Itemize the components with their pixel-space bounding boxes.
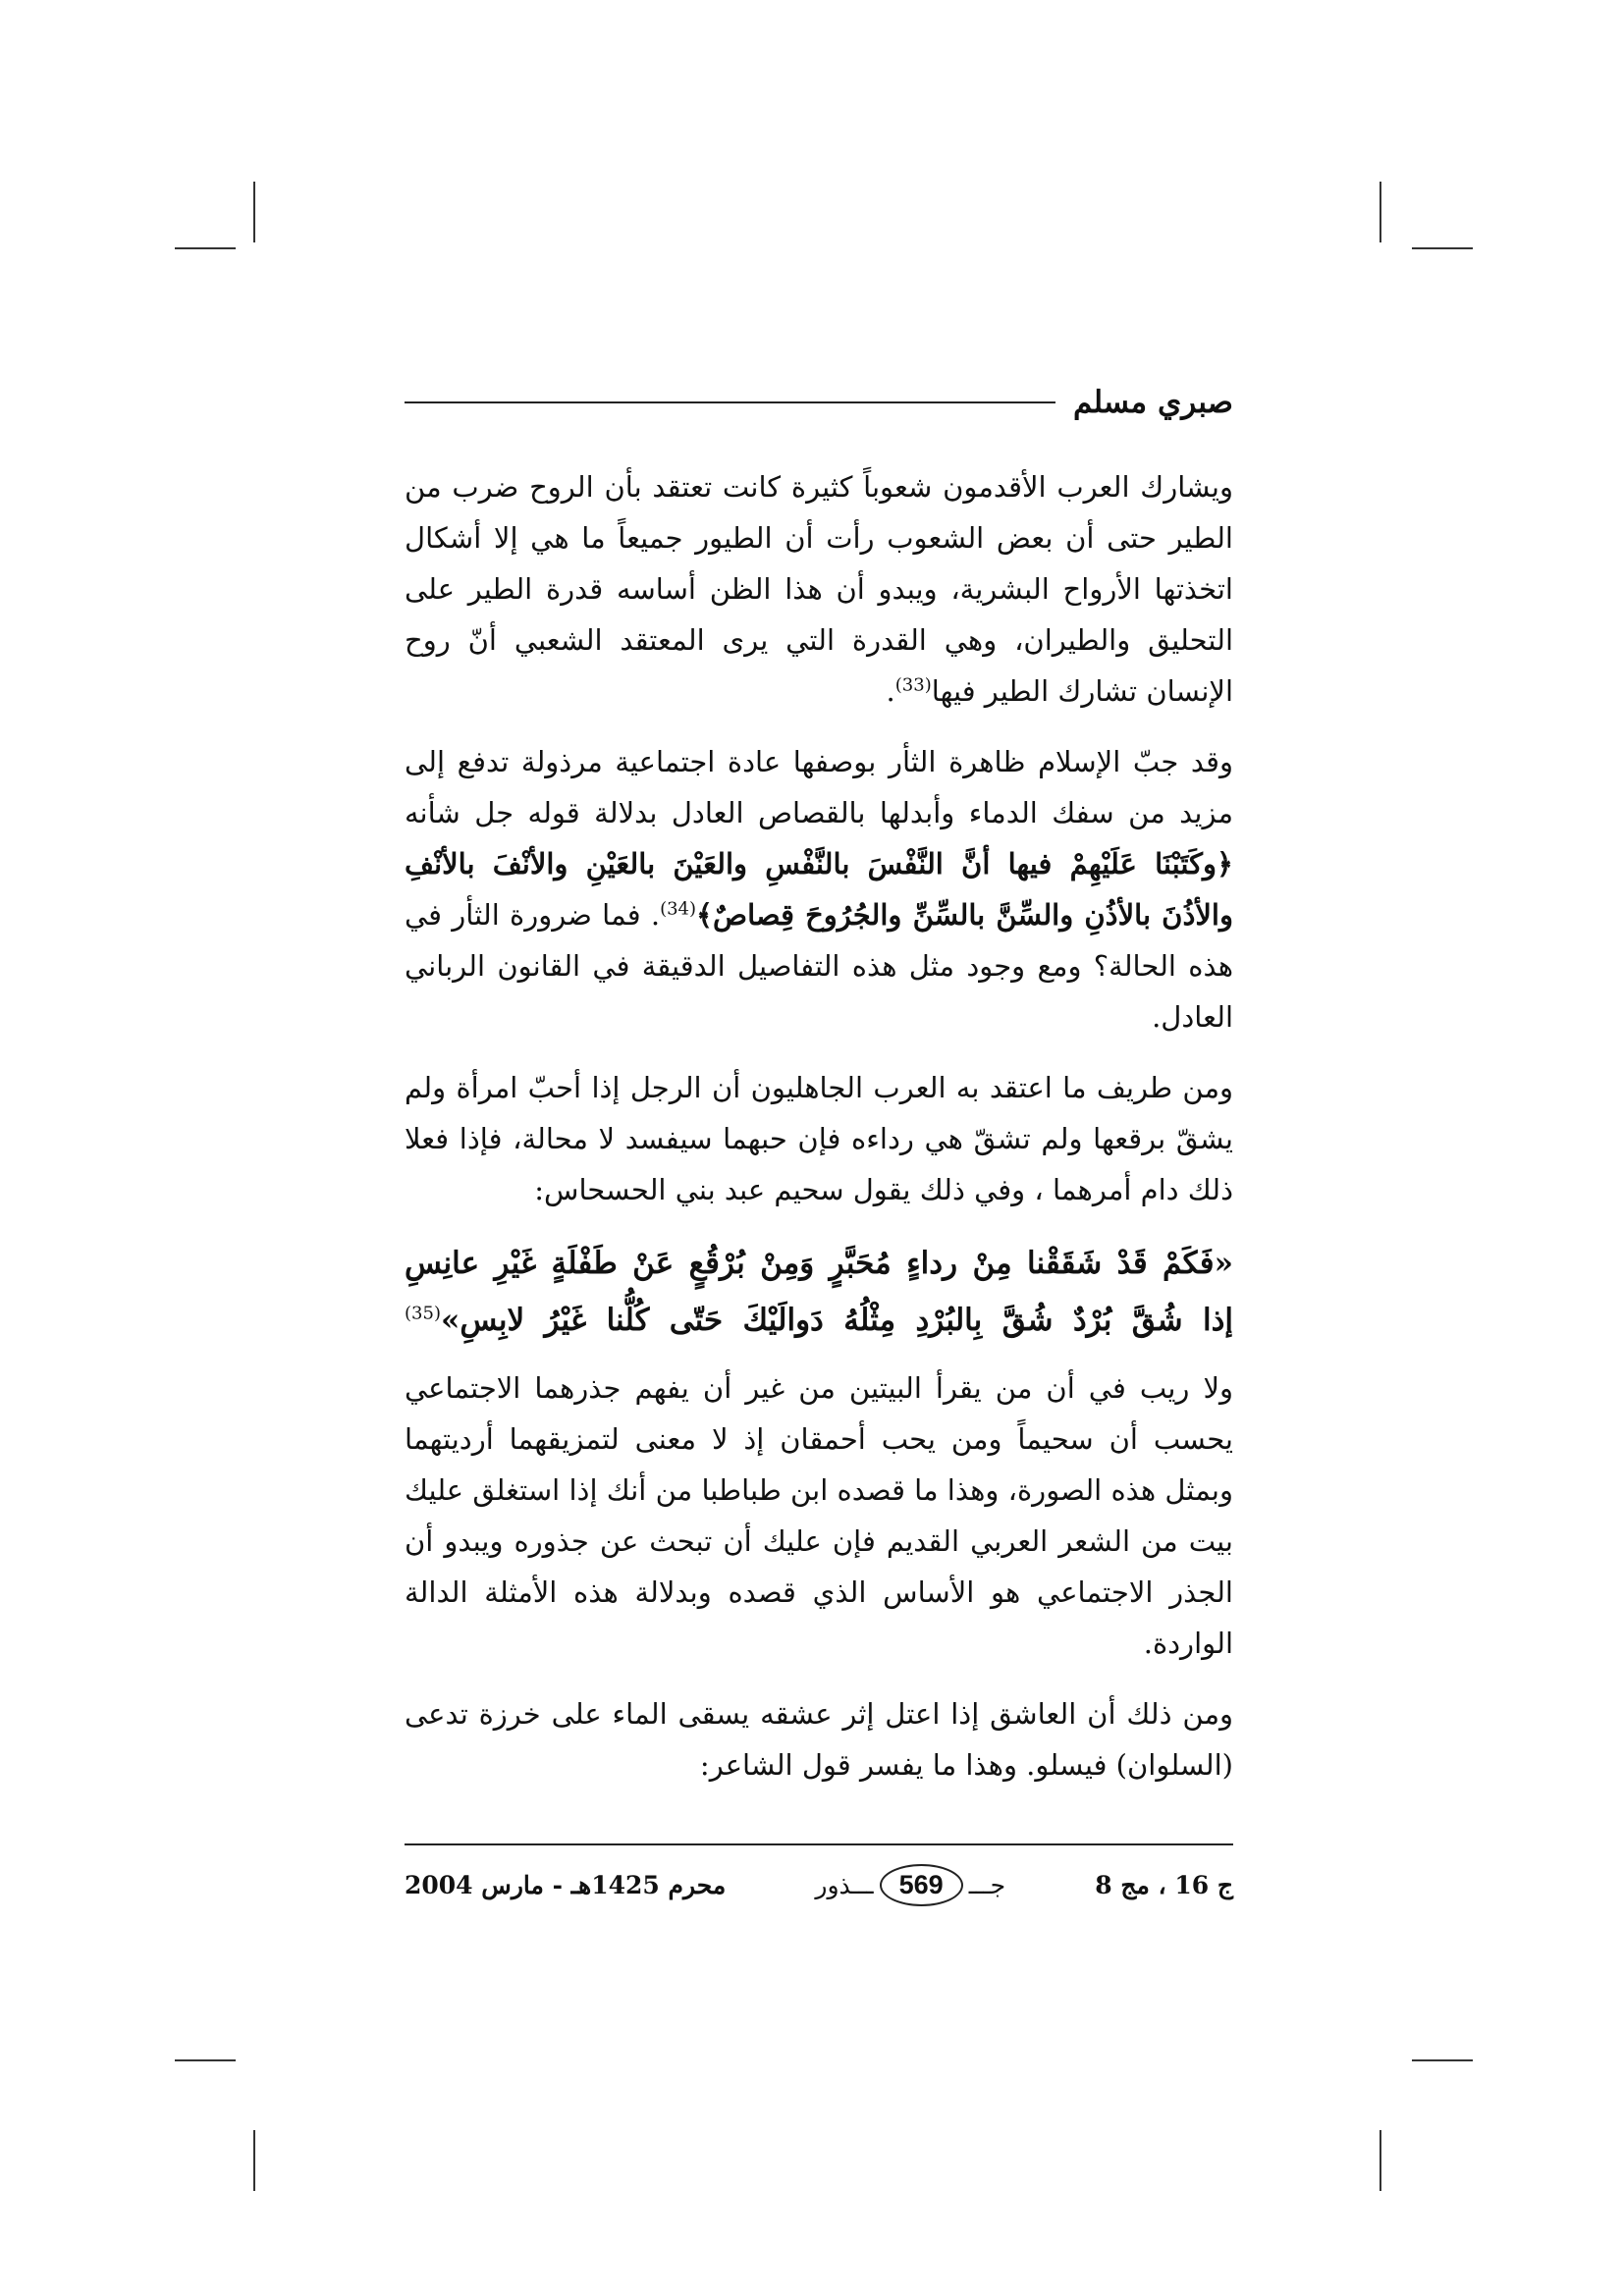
crop-mark: [1380, 2130, 1381, 2191]
crop-mark: [253, 182, 255, 242]
issue-volume: ج 16 ، مج 8: [1095, 1870, 1233, 1899]
journal-logo: [815, 1864, 1005, 1906]
footer-rule: [405, 1843, 1233, 1845]
journal-name-left: جـــ: [968, 1870, 1006, 1899]
crop-mark: [175, 247, 236, 249]
footnote-ref: (34): [660, 898, 697, 920]
paragraph: ومن طريف ما اعتقد به العرب الجاهليون أن الرجل إذا أحبّ امرأة ولم يشقّ برقعها ولم تشقّ هي رداءه فإن حبهما سيفسد لا محالة، فإذا فعلا ذلك دام أمرهما ، وفي ذلك يقول سحيم عبد بني الحسحاس:: [405, 1071, 1233, 1206]
crop-mark: [1380, 182, 1381, 242]
crop-mark: [1412, 2059, 1473, 2061]
crop-mark: [1412, 247, 1473, 249]
paragraph: ومن ذلك أن العاشق إذا اعتل إثر عشقه يسقى الماء على خرزة تدعى (السلوان) فيسلو. وهذا ما يفسر قول الشاعر:: [405, 1697, 1233, 1782]
poem-line: «فَكَمْ قَدْ شَقَقْنا مِنْ رداءٍ مُحَبَّرٍ وَمِنْ بُرْقُعٍ عَنْ طَفْلَةٍ غَيْرِ عانِسِ: [405, 1246, 1233, 1281]
paragraph: ولا ريب في أن من يقرأ البيتين من غير أن يفهم جذرهما الاجتماعي يحسب أن سحيماً ومن يحب أحمقان إذ لا معنى لتمزيقهما أرديتهما وبمثل هذه الصورة، وهذا ما قصده ابن طباطبا من أنك إذا استغلق عليك بيت من الشعر العربي القديم فإن عليك أن تبحث عن جذوره ويبدو أن الجذر الاجتماعي هو الأساس الذي قصده وبدلالة هذه الأمثلة الدالة الواردة.: [405, 1371, 1233, 1660]
poem-line: إذا شُقَّ بُرْدٌ شُقَّ بِالبُرْدِ مِثْلُهُ دَوالَيْكَ حَتّى كُلُّنا غَيْرُ لابِسِ»$^{(35)}$: [405, 1303, 1233, 1338]
crop-mark: [175, 2059, 236, 2061]
header-rule: [405, 401, 1055, 403]
page-body: [405, 461, 1233, 1810]
paragraph: ويشارك العرب الأقدمون شعوباً كثيرة كانت تعتقد بأن الروح ضرب من الطير حتى أن بعض الشعوب رأت أن الطيور جميعاً ما هي إلا أشكال اتخذتها الأرواح البشرية، ويبدو أن هذا الظن أساسه قدرة الطير على التحليق والطيران، وهي القدرة التي يرى المعتقد الشعبي أنّ روح الإنسان تشارك الطير فيها$^{(33)}$.: [405, 470, 1233, 708]
running-header: [405, 373, 1233, 432]
paragraph: وقد جبّ الإسلام ظاهرة الثأر بوصفها عادة اجتماعية مرذولة تدفع إلى مزيد من سفك الدماء وأبدلها بالقصاص العادل بدلالة قوله جل شأنه ﴿وكَتَبْنَا عَلَيْهِمْ فيها أنَّ النَّفْسَ بالنَّفْسِ والعَيْنَ بالعَيْنِ والأنْفَ بالأنْفِ والأذُنَ بالأذُنِ والسِّنَّ بالسِّنِّ والجُرُوحَ قِصاصٌ﴾$^{(34)}$. فما ضرورة الثأر في هذه الحالة؟ ومع وجود مثل هذه التفاصيل الدقيقة في القانون الرباني العادل.: [405, 745, 1233, 1034]
author-name: صبري مسلم: [1073, 385, 1233, 420]
footnote-ref: (33): [894, 674, 932, 696]
page-number: 569: [880, 1864, 963, 1906]
issue-date: محرم 1425هـ - مارس 2004: [405, 1870, 727, 1899]
crop-mark: [253, 2130, 255, 2191]
page-footer: [405, 1857, 1233, 1912]
page: [405, 373, 1233, 1963]
journal-name-right: ـــذور: [815, 1870, 874, 1899]
quran-quote: ﴿وكَتَبْنَا عَلَيْهِمْ فيها أنَّ النَّفْسَ بالنَّفْسِ والعَيْنَ بالعَيْنِ والأنْفَ بالأنْفِ والأذُنَ بالأذُنِ والسِّنَّ بالسِّنِّ والجُرُوحَ قِصاصٌ﴾: [405, 847, 1233, 932]
poem: [405, 1235, 1233, 1349]
footnote-ref: (35): [405, 1303, 441, 1324]
